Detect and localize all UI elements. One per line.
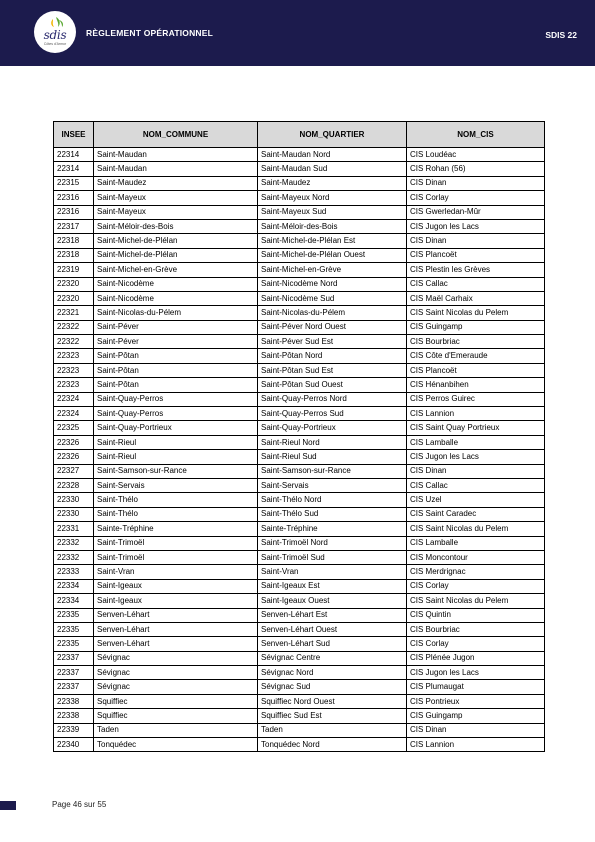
cell-nom-cis: CIS Pontrieux xyxy=(407,694,545,708)
cell-nom-cis: CIS Lannion xyxy=(407,738,545,752)
column-header-nom-cis: NOM_CIS xyxy=(407,122,545,148)
table-row xyxy=(54,234,545,248)
cell-insee: 22334 xyxy=(54,579,94,593)
cell-nom-commune: Saint-Michel-de-Plélan xyxy=(94,234,258,248)
table-row xyxy=(54,435,545,449)
cell-insee: 22331 xyxy=(54,522,94,536)
cell-nom-quartier: Saint-Pôtan Sud Ouest xyxy=(258,378,407,392)
cell-insee: 22316 xyxy=(54,191,94,205)
cell-insee: 22321 xyxy=(54,306,94,320)
cell-insee: 22318 xyxy=(54,234,94,248)
cell-nom-cis: CIS Côte d'Emeraude xyxy=(407,349,545,363)
cell-nom-cis: CIS Plumaugat xyxy=(407,680,545,694)
cell-insee: 22330 xyxy=(54,493,94,507)
table-row xyxy=(54,421,545,435)
cell-nom-commune: Saint-Mayeux xyxy=(94,191,258,205)
cell-nom-quartier: Saint-Maudez xyxy=(258,176,407,190)
column-header-insee: INSEE xyxy=(54,122,94,148)
cell-nom-cis: CIS Saint Caradec xyxy=(407,507,545,521)
cell-nom-cis: CIS Quintin xyxy=(407,608,545,622)
cell-insee: 22317 xyxy=(54,219,94,233)
table-row xyxy=(54,738,545,752)
cell-nom-cis: CIS Bourbriac xyxy=(407,335,545,349)
table-row xyxy=(54,622,545,636)
cell-nom-cis: CIS Lamballe xyxy=(407,435,545,449)
table-row xyxy=(54,450,545,464)
table-row xyxy=(54,709,545,723)
cell-nom-cis: CIS Guingamp xyxy=(407,709,545,723)
cell-nom-commune: Saint-Vran xyxy=(94,565,258,579)
cell-nom-cis: CIS Dinan xyxy=(407,176,545,190)
page-number: Page 46 sur 55 xyxy=(52,800,107,809)
cell-nom-quartier: Saint-Rieul Sud xyxy=(258,450,407,464)
cell-nom-commune: Saint-Pôtan xyxy=(94,378,258,392)
cell-nom-quartier: Senven-Léhart Sud xyxy=(258,637,407,651)
cell-insee: 22339 xyxy=(54,723,94,737)
cell-nom-commune: Saint-Péver xyxy=(94,335,258,349)
cell-insee: 22318 xyxy=(54,248,94,262)
cell-nom-commune: Saint-Péver xyxy=(94,320,258,334)
cell-nom-commune: Sainte-Tréphine xyxy=(94,522,258,536)
cell-nom-cis: CIS Loudéac xyxy=(407,148,545,162)
cell-nom-commune: Saint-Michel-en-Grève xyxy=(94,263,258,277)
page-header xyxy=(0,0,595,66)
table-row xyxy=(54,407,545,421)
cell-nom-cis: CIS Corlay xyxy=(407,191,545,205)
table-row xyxy=(54,594,545,608)
cell-nom-commune: Squiffiec xyxy=(94,709,258,723)
cell-nom-quartier: Senven-Léhart Ouest xyxy=(258,622,407,636)
table-header-row xyxy=(54,122,545,148)
cell-nom-cis: CIS Hénanbihen xyxy=(407,378,545,392)
cell-nom-cis: CIS Plancoët xyxy=(407,363,545,377)
cell-nom-cis: CIS Corlay xyxy=(407,637,545,651)
cell-nom-quartier: Sainte-Tréphine xyxy=(258,522,407,536)
cell-nom-commune: Squiffiec xyxy=(94,694,258,708)
cell-nom-commune: Saint-Igeaux xyxy=(94,579,258,593)
cell-nom-commune: Saint-Michel-de-Plélan xyxy=(94,248,258,262)
cell-insee: 22326 xyxy=(54,435,94,449)
table-row xyxy=(54,550,545,564)
footer-accent-bar xyxy=(0,801,16,810)
cell-nom-quartier: Saint-Igeaux Est xyxy=(258,579,407,593)
table-row xyxy=(54,162,545,176)
cell-nom-commune: Senven-Léhart xyxy=(94,622,258,636)
cell-nom-quartier: Saint-Péver Nord Ouest xyxy=(258,320,407,334)
table-row xyxy=(54,493,545,507)
cell-nom-commune: Saint-Mayeux xyxy=(94,205,258,219)
cell-nom-cis: CIS Rohan (56) xyxy=(407,162,545,176)
cell-nom-commune: Sévignac xyxy=(94,666,258,680)
cell-insee: 22335 xyxy=(54,608,94,622)
column-header-nom-commune: NOM_COMMUNE xyxy=(94,122,258,148)
cell-nom-commune: Saint-Rieul xyxy=(94,435,258,449)
cell-nom-commune: Saint-Rieul xyxy=(94,450,258,464)
cell-insee: 22324 xyxy=(54,392,94,406)
cell-nom-commune: Sévignac xyxy=(94,651,258,665)
cell-nom-quartier: Tonquédec Nord xyxy=(258,738,407,752)
cell-nom-commune: Saint-Thélo xyxy=(94,507,258,521)
cell-nom-commune: Saint-Servais xyxy=(94,478,258,492)
cell-nom-commune: Saint-Méloir-des-Bois xyxy=(94,219,258,233)
cell-nom-quartier: Saint-Maudan Nord xyxy=(258,148,407,162)
cell-nom-quartier: Saint-Thélo Sud xyxy=(258,507,407,521)
cell-insee: 22314 xyxy=(54,162,94,176)
cell-nom-quartier: Saint-Mayeux Nord xyxy=(258,191,407,205)
cell-nom-cis: CIS Bourbriac xyxy=(407,622,545,636)
table-row xyxy=(54,263,545,277)
cell-nom-cis: CIS Jugon les Lacs xyxy=(407,219,545,233)
table-row xyxy=(54,219,545,233)
cell-nom-quartier: Squiffiec Nord Ouest xyxy=(258,694,407,708)
table-row xyxy=(54,248,545,262)
cell-insee: 22326 xyxy=(54,450,94,464)
cell-nom-quartier: Saint-Mayeux Sud xyxy=(258,205,407,219)
cell-nom-commune: Saint-Maudan xyxy=(94,148,258,162)
table-row xyxy=(54,637,545,651)
cell-insee: 22323 xyxy=(54,349,94,363)
table-row xyxy=(54,666,545,680)
table-row xyxy=(54,536,545,550)
cell-nom-quartier: Sévignac Sud xyxy=(258,680,407,694)
cell-insee: 22323 xyxy=(54,363,94,377)
table-row xyxy=(54,694,545,708)
cell-nom-commune: Saint-Nicodème xyxy=(94,277,258,291)
cell-nom-cis: CIS Uzel xyxy=(407,493,545,507)
table-row xyxy=(54,478,545,492)
cell-nom-quartier: Saint-Rieul Nord xyxy=(258,435,407,449)
cell-nom-quartier: Saint-Servais xyxy=(258,478,407,492)
cell-nom-cis: CIS Saint Nicolas du Pelem xyxy=(407,594,545,608)
cell-nom-commune: Saint-Maudan xyxy=(94,162,258,176)
cell-nom-commune: Saint-Pôtan xyxy=(94,363,258,377)
table-row xyxy=(54,306,545,320)
cell-insee: 22332 xyxy=(54,550,94,564)
cell-nom-quartier: Saint-Trimoël Sud xyxy=(258,550,407,564)
cell-insee: 22337 xyxy=(54,666,94,680)
cell-nom-quartier: Taden xyxy=(258,723,407,737)
table-row xyxy=(54,378,545,392)
cell-insee: 22320 xyxy=(54,291,94,305)
cell-insee: 22320 xyxy=(54,277,94,291)
cell-nom-cis: CIS Merdrignac xyxy=(407,565,545,579)
cell-insee: 22337 xyxy=(54,680,94,694)
cell-insee: 22333 xyxy=(54,565,94,579)
cell-insee: 22330 xyxy=(54,507,94,521)
cell-nom-commune: Saint-Nicolas-du-Pélem xyxy=(94,306,258,320)
cell-nom-cis: CIS Perros Guirec xyxy=(407,392,545,406)
table-row xyxy=(54,651,545,665)
cell-nom-quartier: Saint-Quay-Portrieux xyxy=(258,421,407,435)
table-row xyxy=(54,349,545,363)
document-title: RÈGLEMENT OPÉRATIONNEL xyxy=(86,28,214,38)
cell-nom-commune: Tonquédec xyxy=(94,738,258,752)
cell-nom-quartier: Saint-Samson-sur-Rance xyxy=(258,464,407,478)
cell-nom-quartier: Saint-Quay-Perros Sud xyxy=(258,407,407,421)
cell-nom-commune: Saint-Quay-Portrieux xyxy=(94,421,258,435)
cell-nom-commune: Senven-Léhart xyxy=(94,637,258,651)
table-row xyxy=(54,680,545,694)
table-row xyxy=(54,320,545,334)
cell-nom-quartier: Saint-Igeaux Ouest xyxy=(258,594,407,608)
cell-nom-cis: CIS Callac xyxy=(407,277,545,291)
cell-insee: 22338 xyxy=(54,709,94,723)
cell-insee: 22322 xyxy=(54,335,94,349)
cell-nom-commune: Saint-Quay-Perros xyxy=(94,407,258,421)
cell-nom-quartier: Saint-Maudan Sud xyxy=(258,162,407,176)
table-row xyxy=(54,363,545,377)
sdis-logo xyxy=(34,11,76,53)
logo-subtext: Côtes d'Armor xyxy=(43,42,67,46)
cell-nom-commune: Saint-Samson-sur-Rance xyxy=(94,464,258,478)
cell-nom-quartier: Saint-Nicolas-du-Pélem xyxy=(258,306,407,320)
cell-nom-cis: CIS Maël Carhaix xyxy=(407,291,545,305)
commune-cis-table xyxy=(53,121,545,752)
cell-nom-cis: CIS Lannion xyxy=(407,407,545,421)
cell-nom-quartier: Saint-Michel-de-Plélan Ouest xyxy=(258,248,407,262)
cell-nom-cis: CIS Callac xyxy=(407,478,545,492)
cell-insee: 22328 xyxy=(54,478,94,492)
cell-insee: 22335 xyxy=(54,637,94,651)
cell-nom-cis: CIS Saint Nicolas du Pelem xyxy=(407,522,545,536)
cell-insee: 22332 xyxy=(54,536,94,550)
cell-insee: 22315 xyxy=(54,176,94,190)
cell-nom-quartier: Saint-Nicodème Sud xyxy=(258,291,407,305)
cell-nom-cis: CIS Moncontour xyxy=(407,550,545,564)
document-reference: SDIS 22 xyxy=(545,30,577,40)
cell-nom-quartier: Saint-Thélo Nord xyxy=(258,493,407,507)
table-row xyxy=(54,335,545,349)
cell-nom-cis: CIS Dinan xyxy=(407,234,545,248)
table-row xyxy=(54,464,545,478)
cell-nom-cis: CIS Jugon les Lacs xyxy=(407,666,545,680)
cell-insee: 22338 xyxy=(54,694,94,708)
cell-nom-cis: CIS Dinan xyxy=(407,723,545,737)
cell-nom-cis: CIS Saint Nicolas du Pelem xyxy=(407,306,545,320)
cell-nom-quartier: Senven-Léhart Est xyxy=(258,608,407,622)
table-body xyxy=(54,148,545,752)
table-row xyxy=(54,291,545,305)
cell-nom-commune: Taden xyxy=(94,723,258,737)
cell-insee: 22316 xyxy=(54,205,94,219)
cell-nom-commune: Saint-Trimoël xyxy=(94,550,258,564)
cell-nom-cis: CIS Saint Quay Portrieux xyxy=(407,421,545,435)
cell-nom-quartier: Saint-Vran xyxy=(258,565,407,579)
table-row xyxy=(54,723,545,737)
table-row xyxy=(54,191,545,205)
cell-insee: 22327 xyxy=(54,464,94,478)
cell-nom-quartier: Saint-Méloir-des-Bois xyxy=(258,219,407,233)
table-row xyxy=(54,507,545,521)
cell-nom-cis: CIS Plancoët xyxy=(407,248,545,262)
cell-nom-commune: Sévignac xyxy=(94,680,258,694)
cell-nom-quartier: Sévignac Nord xyxy=(258,666,407,680)
cell-nom-quartier: Saint-Trimoël Nord xyxy=(258,536,407,550)
table-row xyxy=(54,579,545,593)
cell-insee: 22323 xyxy=(54,378,94,392)
cell-nom-commune: Saint-Trimoël xyxy=(94,536,258,550)
cell-insee: 22335 xyxy=(54,622,94,636)
cell-nom-commune: Saint-Thélo xyxy=(94,493,258,507)
cell-nom-cis: CIS Jugon les Lacs xyxy=(407,450,545,464)
cell-insee: 22334 xyxy=(54,594,94,608)
table-row xyxy=(54,565,545,579)
cell-nom-commune: Senven-Léhart xyxy=(94,608,258,622)
column-header-nom-quartier: NOM_QUARTIER xyxy=(258,122,407,148)
cell-nom-quartier: Sévignac Centre xyxy=(258,651,407,665)
cell-insee: 22337 xyxy=(54,651,94,665)
cell-nom-cis: CIS Plestin les Grèves xyxy=(407,263,545,277)
cell-nom-commune: Saint-Igeaux xyxy=(94,594,258,608)
cell-insee: 22314 xyxy=(54,148,94,162)
cell-insee: 22324 xyxy=(54,407,94,421)
cell-nom-cis: CIS Dinan xyxy=(407,464,545,478)
cell-nom-quartier: Saint-Péver Sud Est xyxy=(258,335,407,349)
cell-nom-quartier: Saint-Nicodème Nord xyxy=(258,277,407,291)
commune-table-container xyxy=(53,121,545,752)
cell-nom-commune: Saint-Quay-Perros xyxy=(94,392,258,406)
logo-wordmark: sdis xyxy=(43,28,67,42)
table-row xyxy=(54,392,545,406)
cell-nom-commune: Saint-Maudez xyxy=(94,176,258,190)
cell-nom-cis: CIS Guingamp xyxy=(407,320,545,334)
cell-insee: 22322 xyxy=(54,320,94,334)
cell-nom-commune: Saint-Pôtan xyxy=(94,349,258,363)
table-row xyxy=(54,608,545,622)
cell-nom-quartier: Squiffiec Sud Est xyxy=(258,709,407,723)
cell-nom-quartier: Saint-Pôtan Sud Est xyxy=(258,363,407,377)
cell-nom-quartier: Saint-Pôtan Nord xyxy=(258,349,407,363)
cell-nom-quartier: Saint-Quay-Perros Nord xyxy=(258,392,407,406)
cell-nom-cis: CIS Plénée Jugon xyxy=(407,651,545,665)
cell-nom-quartier: Saint-Michel-en-Grève xyxy=(258,263,407,277)
table-row xyxy=(54,205,545,219)
cell-insee: 22340 xyxy=(54,738,94,752)
cell-insee: 22319 xyxy=(54,263,94,277)
table-row xyxy=(54,176,545,190)
cell-nom-cis: CIS Lamballe xyxy=(407,536,545,550)
cell-nom-cis: CIS Corlay xyxy=(407,579,545,593)
cell-nom-commune: Saint-Nicodème xyxy=(94,291,258,305)
table-row xyxy=(54,277,545,291)
table-row xyxy=(54,522,545,536)
cell-insee: 22325 xyxy=(54,421,94,435)
table-row xyxy=(54,148,545,162)
cell-nom-quartier: Saint-Michel-de-Plélan Est xyxy=(258,234,407,248)
cell-nom-cis: CIS Gwerledan-Mûr xyxy=(407,205,545,219)
